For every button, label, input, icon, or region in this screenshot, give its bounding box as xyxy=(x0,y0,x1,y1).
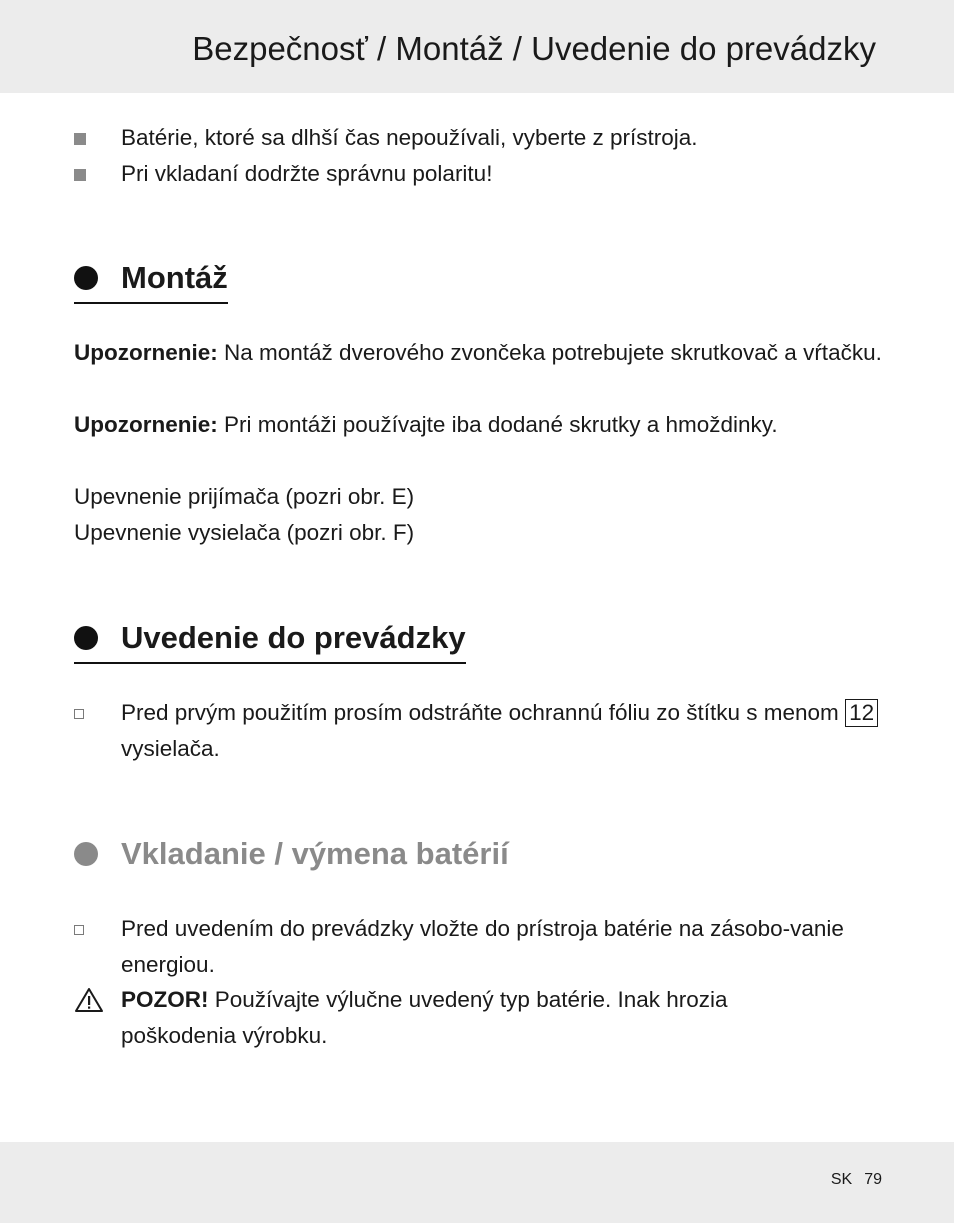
list-item xyxy=(74,695,894,767)
language-code: SK xyxy=(830,1171,853,1188)
page-title: Bezpečnosť / Montáž / Uvedenie do prevádzky xyxy=(192,30,876,67)
warning-note xyxy=(74,982,834,1054)
page-number: 79 xyxy=(864,1171,882,1188)
square-bullet-icon xyxy=(74,133,86,145)
note-label: Upozornenie: xyxy=(74,412,218,437)
list-item xyxy=(74,911,874,983)
list-item-text: Pri vkladaní dodržte správnu polaritu! xyxy=(121,161,493,186)
heading-text: Montáž xyxy=(121,260,228,295)
section-heading-montaz xyxy=(74,256,228,300)
note-paragraph xyxy=(74,335,894,371)
bullet-dot-icon xyxy=(74,842,98,866)
note-text: Na montáž dverového zvončeka potrebujete skrutkovač a vŕtačku. xyxy=(217,340,882,365)
list-item-text: Batérie, ktoré sa dlhší čas nepoužívali, vyberte z prístroja. xyxy=(121,125,698,150)
bullet-dot-icon xyxy=(74,626,98,650)
page-header xyxy=(0,0,954,93)
warning-text: POZOR! Používajte výlučne uvedený typ batérie. Inak hrozia poškodenia výrobku. xyxy=(121,987,728,1048)
page-footer xyxy=(0,1142,954,1223)
empty-square-bullet-icon xyxy=(74,709,84,719)
note-paragraph xyxy=(74,407,894,443)
mount-receiver-line: Upevnenie prijímača (pozri obr. E) xyxy=(74,484,415,509)
heading-text: Uvedenie do prevádzky xyxy=(121,620,466,655)
note-label: Upozornenie: xyxy=(74,340,218,365)
list-item-text: Pred prvým použitím prosím odstráňte ochrannú fóliu zo štítku s menom 12 vysielača. xyxy=(121,695,894,767)
section-heading-vkladanie xyxy=(74,832,509,876)
mount-transmitter-line: Upevnenie vysielača (pozri obr. F) xyxy=(74,520,415,545)
heading-text: Vkladanie / výmena batérií xyxy=(121,836,509,871)
list-item-text: Pred uvedením do prevádzky vložte do prístroja batérie na zásobo-vanie energiou. xyxy=(121,916,844,977)
warning-triangle-icon xyxy=(74,987,104,1024)
bullet-dot-icon xyxy=(74,266,98,290)
heading-underline xyxy=(74,302,228,304)
section-heading-uvedenie xyxy=(74,616,466,660)
empty-square-bullet-icon xyxy=(74,925,84,935)
heading-underline xyxy=(74,662,466,664)
list-item xyxy=(74,120,894,156)
part-reference-number: 12 xyxy=(845,699,878,727)
list-item xyxy=(74,156,894,192)
note-text: Pri montáži používajte iba dodané skrutky a hmoždinky. xyxy=(217,412,778,437)
square-bullet-icon xyxy=(74,169,86,181)
footer-page-info xyxy=(831,1171,882,1189)
warning-label: POZOR! xyxy=(121,987,209,1012)
